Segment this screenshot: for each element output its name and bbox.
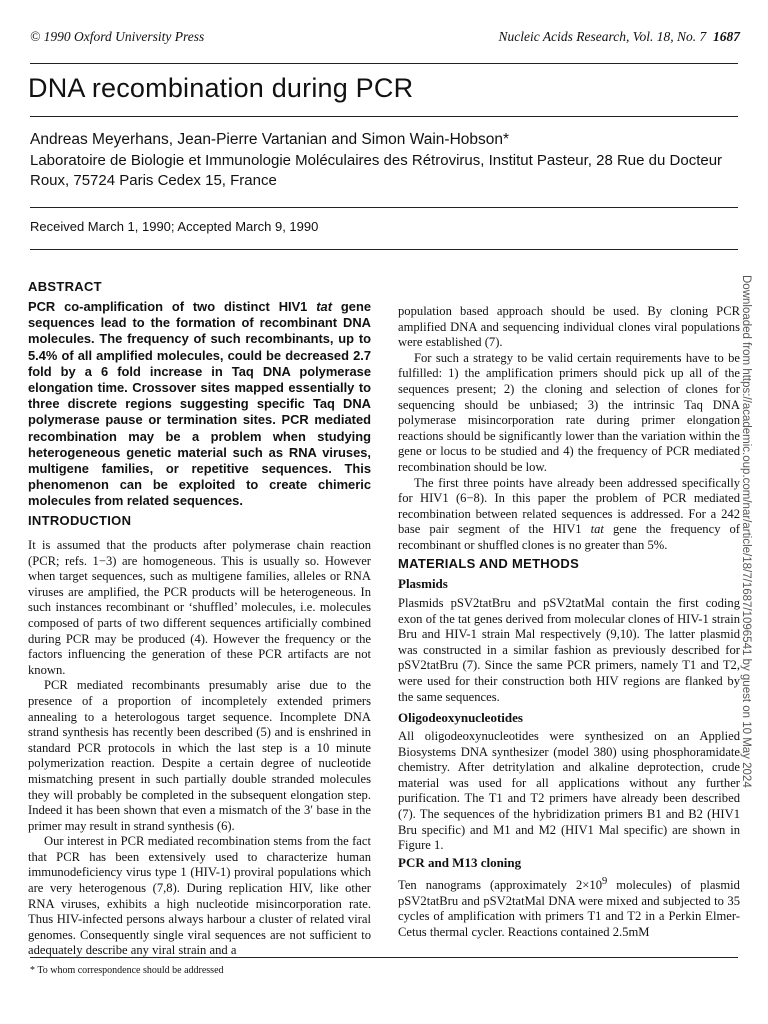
journal-citation	[499, 29, 740, 45]
article-title: DNA recombination during PCR	[28, 73, 414, 103]
abstract-text: PCR co-amplification of two distinct HIV1 tat gene sequences lead to the formation of recombinant DNA molecules. The frequency of such recombinants, up to 5.4% of all amplified molecules, could be decreased 2.7 fold by a 6 fold increase in Taq DNA polymerase elongation time. Crossover sites mapped essentially to three discrete regions suggesting specific Taq DNA polymerase pause or termination sites. PCR mediated recombination may be a problem when studying heterogeneous genetic material such as RNA viruses, multigene families, or repetitive sequences. This phenomenon can be exploited to create chimeric molecules from related sequences.	[28, 299, 371, 509]
received-dates: Received March 1, 1990; Accepted March 9, 1990	[30, 219, 319, 234]
correspondence-footnote: * To whom correspondence should be addressed	[30, 965, 224, 976]
abstract-heading: ABSTRACT	[28, 279, 102, 294]
page-number: 1687	[713, 29, 740, 44]
intro-paragraph-2: PCR mediated recombinants presumably arise due to the presence of a proportion of incompletely extended primers annealing to a heterologous target sequence. Incomplete DNA strand synthesis has recently been described (5) and is enshrined in standard PCR protocols in which the last step is a 10 minute polymerization reaction. Despite a certain degree of nucleotide mismatching present in such partially double stranded molecules they will probably be completed in the subsequent elongation step. Indeed it has been shown that even a mismatch of the 3′ base in the primer may result in strand synthesis (6).	[28, 678, 371, 833]
affiliation-rule	[30, 207, 738, 208]
right-paragraph-1: population based approach should be used. By cloning PCR amplified DNA and sequencing individual clones viral populations were established (7).	[398, 304, 740, 350]
right-paragraph-2: For such a strategy to be valid certain requirements have to be fulfilled: 1) the amplification primers should pick up all of the sequences present; 2) the cloning and selection of clones for sequencing should be unbiased; 3) the intrinsic Taq DNA polymerase misincorporation rate during primer elongation reactions should be significantly lower than the variation within the gene or locus to be studied and 4) the frequency of PCR mediated recombination should be low.	[398, 350, 740, 474]
methods-heading: MATERIALS AND METHODS	[398, 556, 580, 571]
pcr-text: Ten nanograms (approximately $2\times 10^9$ molecules) of plasmid pSV2tatBru and pSV2tatMal DNA were mixed and subjected to 35 cycles of amplification with primers T1 and T2 in a Perkin Elmer-Cetus thermal cycler. Reactions contained 2.5mM	[398, 876, 740, 939]
introduction-text	[28, 538, 371, 959]
dates-rule	[30, 249, 738, 250]
pcr-heading: PCR and M13 cloning	[398, 855, 522, 870]
title-rule	[30, 116, 738, 117]
intro-paragraph-1: It is assumed that the products after polymerase chain reaction (PCR; refs. 1−3) are homogeneous. This is usually so. However when target sequences, such as multigene families, alleles or RNA viruses are amplified, the PCR products will be heterogeneous. In such instances recombinant or ‘shuffled’ molecules, i.e. molecules composed of parts of two different sequences artificially combined during PCR may be produced (4). However the frequency or the factors influencing the generation of these PCR artifacts are not known.	[28, 538, 371, 677]
author-list: Andreas Meyerhans, Jean-Pierre Vartanian and Simon Wain-Hobson*	[30, 131, 510, 148]
plasmids-heading: Plasmids	[398, 576, 448, 591]
copyright-line: © 1990 Oxford University Press	[30, 29, 205, 44]
introduction-heading: INTRODUCTION	[28, 513, 132, 528]
right-paragraph-3: The first three points have already been addressed specifically for HIV1 (6−8). In this paper the problem of PCR mediated recombination between related sequences is addressed. For a 242 base pair segment of the HIV1 tat gene the frequency of recombinant or shuffled clones is no greater than 5%.	[398, 475, 741, 552]
affiliation: Laboratoire de Biologie et Immunologie Moléculaires des Rétrovirus, Institut Pasteur, 28 Rue du Docteur Roux, 75724 Paris Cedex 15, France	[30, 152, 723, 189]
right-column-text	[398, 304, 740, 554]
intro-paragraph-3: Our interest in PCR mediated recombination stems from the fact that PCR has been extensively used to characterize human immunodeficiency virus type 1 (HIV-1) proviral populations which are very heterogenous (7,8). During replication HIV, like other RNA viruses, exhibits a high nucleotide misincorporation rate. Thus HIV-infected persons always harbour a cluster of related viral genomes. Consequently single viral sequences are not sufficient to adequately describe any viral strain and a	[28, 834, 371, 958]
footnote-rule	[30, 957, 738, 958]
plasmids-text: Plasmids pSV2tatBru and pSV2tatMal contain the first coding exon of the tat genes derived from molecular clones of HIV-1 strain Bru and HIV-1 strain Mal respectively (9,10). The latter plasmid was constructed in a similar fashion as previously described for pSV2tatBru (7). Since the same PCR primers, namely T1 and T2, were used for their construction both HIV regions are flanked by the same sequences.	[398, 596, 740, 704]
journal-name: Nucleic Acids Research, Vol. 18, No. 7	[498, 29, 707, 44]
oligo-heading: Oligodeoxynucleotides	[398, 710, 523, 725]
header-rule	[30, 63, 738, 64]
oligo-text: All oligodeoxynucleotides were synthesized on an Applied Biosystems DNA synthesizer (model 380) using phosphoramidate chemistry. After detritylation and alkaline deprotection, crude material was used for all applications without any further purification. The T1 and T2 primers have already been described (7). The sequences of the hybridization primers B1 and B2 (HIV1 Bru specific) and M1 and M2 (HIV1 Mal specific) are shown in Figure 1.	[398, 729, 740, 853]
download-watermark: Downloaded from https://academic.oup.com/nar/article/18/7/1687/1096541 by guest on 10 May 2024	[740, 275, 752, 788]
